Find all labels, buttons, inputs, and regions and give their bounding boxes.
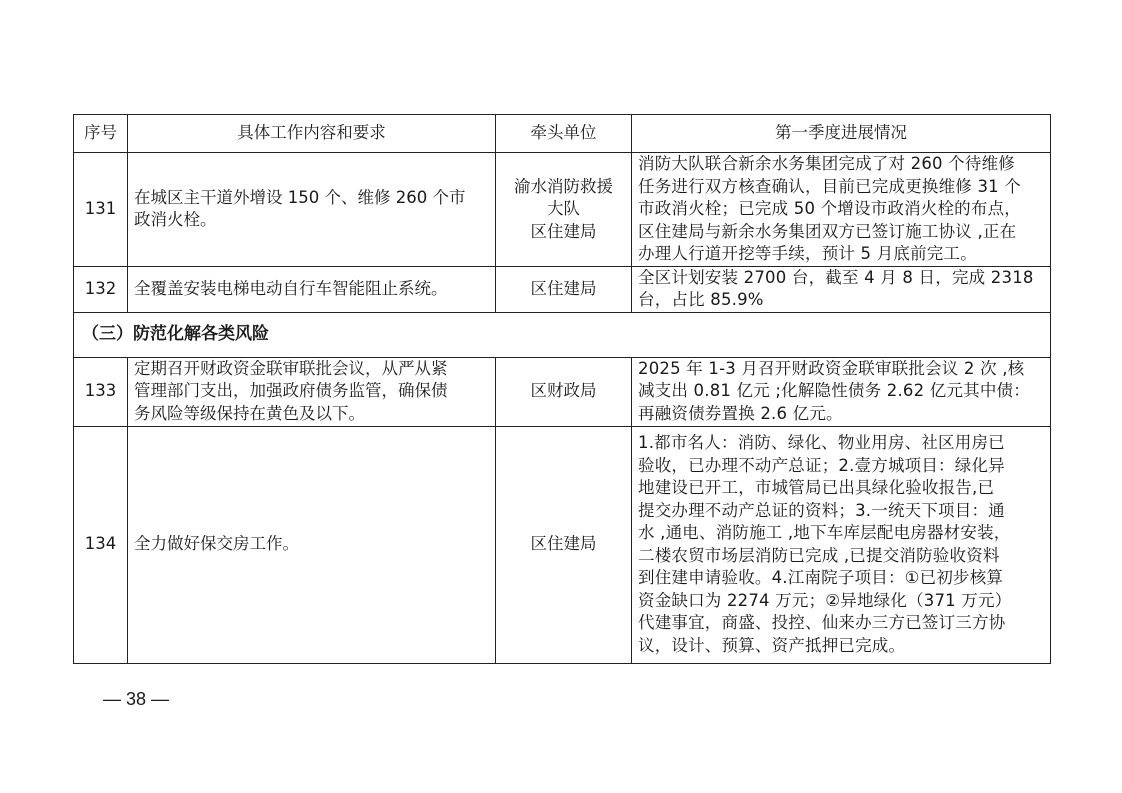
page-number: — 38 — — [103, 689, 170, 709]
row-task — [128, 153, 496, 267]
progress-line: 消防大队联合新余水务集团完成了对 260 个待维修 — [638, 154, 1015, 173]
row-number: 131 — [74, 153, 128, 267]
header-task: 具体工作内容和要求 — [128, 115, 496, 153]
table-row — [74, 266, 1051, 312]
unit-line: 渝水消防救援 — [514, 176, 613, 196]
progress-line: 2025 年 1-3 月召开财政资金联审联批会议 2 次 ,核 — [638, 358, 1025, 378]
row-number: 132 — [74, 266, 128, 312]
table-header-row — [74, 115, 1051, 153]
progress-line: 办理人行道开挖等手续，预计 5 月底前完工。 — [638, 244, 977, 263]
table-row — [74, 153, 1051, 267]
unit-line: 区住建局 — [530, 534, 597, 554]
unit-line: 大队 — [547, 199, 580, 218]
progress-line: 地建设已开工，市城管局已出具绿化验收报告,已 — [638, 478, 995, 497]
progress-line: 代建事宜，商盛、投控、仙来办三方已签订三方协 — [638, 613, 1006, 632]
header-number: 序号 — [74, 115, 128, 153]
table-row — [74, 357, 1051, 426]
progress-line: 议，设计、预算、资产抵押已完成。 — [638, 635, 906, 655]
progress-line: 验收，已办理不动产总证；2.壹方城项目：绿化异 — [638, 455, 1005, 475]
header-q1-progress: 第一季度进展情况 — [632, 115, 1051, 153]
row-number: 134 — [74, 426, 128, 663]
progress-line: 区住建局与新余水务集团双方已签订施工协议 ,正在 — [638, 221, 1017, 241]
task-line: 管理部门支出，加强政府债务监管，确保债 — [134, 381, 448, 401]
progress-line: 提交办理不动产总证的资料；3.一统天下项目：通 — [638, 500, 1005, 520]
row-lead-unit — [496, 357, 632, 426]
row-number: 133 — [74, 357, 128, 426]
progress-line: 减支出 0.81 亿元 ;化解隐性债务 2.62 亿元其中债： — [638, 381, 1030, 401]
header-lead-unit: 牵头单位 — [496, 115, 632, 153]
row-lead-unit — [496, 266, 632, 312]
progress-line: 再融资债券置换 2.6 亿元。 — [638, 403, 843, 423]
unit-line: 区住建局 — [530, 221, 597, 241]
unit-line: 区住建局 — [530, 278, 597, 298]
progress-line: 资金缺口为 2274 万元；②异地绿化（371 万元） — [638, 590, 1012, 610]
task-line: 政消火栓。 — [134, 210, 217, 230]
progress-line: 任务进行双方核查确认，目前已完成更换维修 31 个 — [638, 176, 1021, 196]
progress-line: 台，占比 85.9% — [638, 290, 764, 309]
task-line: 全力做好保交房工作。 — [134, 534, 299, 554]
progress-line: 全区计划安装 2700 台，截至 4 月 8 日，完成 2318 — [638, 267, 1034, 287]
progress-line: 二楼农贸市场层消防已完成 ,已提交消防验收资料 — [638, 545, 1000, 565]
row-progress — [632, 357, 1051, 426]
row-progress — [632, 266, 1051, 312]
section-title: （三）防范化解各类风险 — [74, 312, 1051, 357]
table-row — [74, 426, 1051, 663]
row-task — [128, 266, 496, 312]
row-progress — [632, 153, 1051, 267]
progress-line: 市政消火栓；已完成 50 个增设市政消火栓的布点， — [638, 199, 1021, 218]
task-line: 定期召开财政资金联审联批会议，从严从紧 — [134, 358, 448, 378]
row-lead-unit — [496, 426, 632, 663]
task-line: 全覆盖安装电梯电动自行车智能阻止系统。 — [134, 278, 448, 298]
task-line: 在城区主干道外增设 150 个、维修 260 个市 — [134, 187, 466, 207]
row-task — [128, 357, 496, 426]
row-task — [128, 426, 496, 663]
progress-table — [73, 114, 1051, 664]
section-row — [74, 312, 1051, 357]
progress-line: 水 ,通电、消防施工 ,地下车库层配电房器材安装， — [638, 523, 1011, 542]
row-lead-unit — [496, 153, 632, 267]
unit-line: 区财政局 — [530, 381, 597, 401]
progress-line: 到住建申请验收。4.江南院子项目：①已初步核算 — [638, 568, 1004, 587]
task-line: 务风险等级保持在黄色及以下。 — [134, 403, 365, 423]
progress-line: 1.都市名人：消防、绿化、物业用房、社区用房已 — [638, 433, 1005, 452]
row-progress — [632, 426, 1051, 663]
